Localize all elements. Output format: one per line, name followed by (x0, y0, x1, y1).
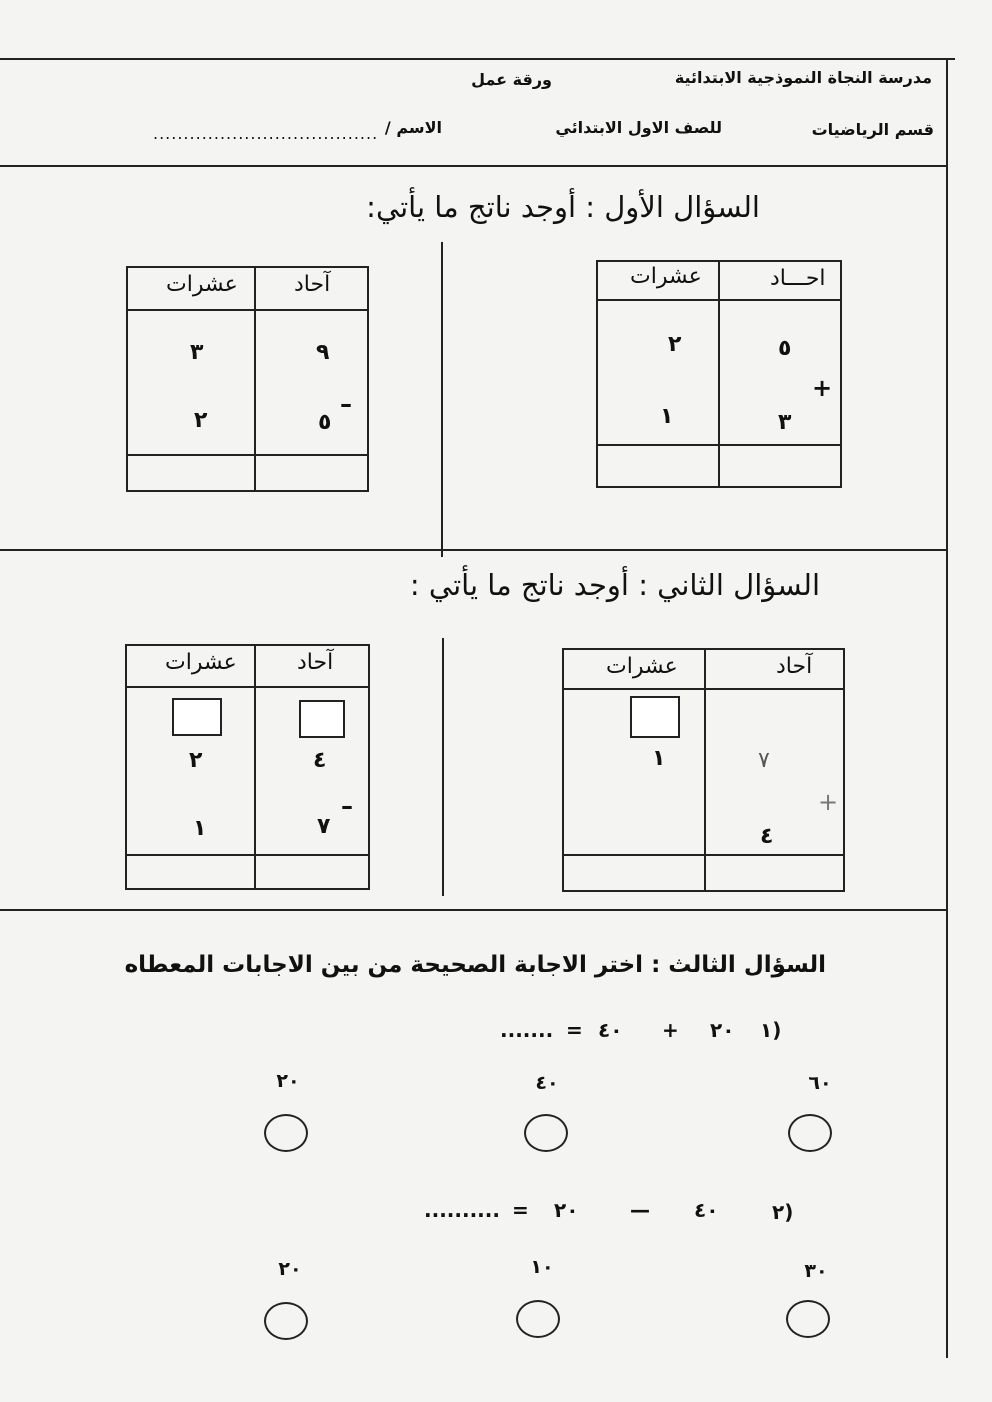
ones-answer-box[interactable] (299, 700, 345, 738)
q2-right-table (562, 648, 845, 892)
ones-bottom-digit: ٣ (778, 410, 792, 435)
q3-item2-choice-2-circle[interactable] (516, 1300, 560, 1338)
ones-bottom-digit: ٥ (318, 410, 332, 435)
q3-item2-a: ٤٠ (694, 1198, 719, 1222)
q1-title: السؤال الأول : أوجد ناتج ما يأتي: (366, 190, 760, 224)
ones-bottom-digit: ٧ (317, 814, 331, 839)
school-name: مدرسة النجاة النموذجية الابتدائية (674, 68, 932, 87)
tens-answer-box[interactable] (172, 698, 222, 736)
ones-header: آحاد (294, 272, 331, 297)
tens-header: عشرات (165, 650, 237, 675)
tens-header: عشرات (166, 272, 238, 297)
q3-item1-blank[interactable]: ....... (500, 1018, 554, 1042)
q1-right-table (596, 260, 842, 488)
ones-top-digit: ٩ (316, 340, 330, 365)
q2-divider (0, 909, 946, 911)
minus-operator: – (341, 792, 353, 820)
carry-box[interactable] (630, 696, 680, 738)
tens-bottom-digit: ١ (660, 404, 674, 429)
q1-divider (0, 549, 946, 551)
q3-item2-eq: = (512, 1198, 529, 1222)
tens-bottom-digit: ٢ (194, 408, 208, 433)
q3-item2-b: ٢٠ (554, 1198, 579, 1222)
q3-item2-option-3: ٢٠ (278, 1258, 302, 1280)
q3-item1-choice-3-circle[interactable] (264, 1114, 308, 1152)
department-label: قسم الرياضيات (811, 120, 934, 139)
top-border (0, 58, 955, 60)
q3-item1-number: ١) (760, 1018, 782, 1042)
ones-header: احـــاد (770, 266, 826, 291)
q3-item1-choice-1-circle[interactable] (788, 1114, 832, 1152)
tens-bottom-digit: ١ (193, 816, 207, 841)
tens-header: عشرات (630, 264, 702, 289)
q1-center-line (441, 242, 443, 557)
tens-header: عشرات (606, 654, 678, 679)
tens-top-digit: ٢ (668, 332, 682, 357)
q1-left-table (126, 266, 369, 492)
tens-top-digit: ١ (652, 746, 666, 771)
q3-item1-option-2: ٤٠ (535, 1072, 559, 1094)
q3-item1-choice-2-circle[interactable] (524, 1114, 568, 1152)
name-line[interactable]: ..................................... (153, 124, 379, 143)
plus-operator: + (818, 788, 839, 816)
minus-operator: – (340, 390, 352, 418)
header-divider (0, 165, 946, 167)
q3-item1-option-3: ٢٠ (276, 1070, 300, 1092)
ones-header: آحاد (776, 654, 813, 679)
q3-item1-eq: = (566, 1018, 583, 1042)
ones-header: آحاد (297, 650, 334, 675)
q2-left-table (125, 644, 370, 890)
ones-top-digit: ٤ (313, 748, 327, 773)
right-border (946, 58, 948, 1358)
ones-top-digit: ٧ (758, 748, 770, 773)
q3-item1-option-1: ٦٠ (808, 1072, 832, 1094)
q3-item2-option-2: ١٠ (530, 1256, 554, 1278)
plus-operator: + (812, 374, 833, 402)
grade-label: للصف الاول الابتدائي (555, 118, 722, 137)
worksheet-label: ورقة عمل (471, 70, 552, 89)
q3-item2-choice-1-circle[interactable] (786, 1300, 830, 1338)
q3-item2-op: — (630, 1198, 650, 1222)
q3-item1-op: + (662, 1018, 679, 1042)
q3-item2-option-1: ٣٠ (804, 1260, 828, 1282)
q3-title: السؤال الثالث : اختر الاجابة الصحيحة من بين الاجابات المعطاه (124, 952, 826, 978)
ones-top-digit: ٥ (778, 336, 792, 361)
q3-item2-number: ٢) (772, 1200, 794, 1224)
tens-top-digit: ٢ (189, 748, 203, 773)
q3-item2-choice-3-circle[interactable] (264, 1302, 308, 1340)
q3-item1-b: ٤٠ (598, 1018, 623, 1042)
tens-top-digit: ٣ (190, 340, 204, 365)
ones-bottom-digit: ٤ (760, 824, 774, 849)
q2-center-line (442, 638, 444, 896)
q3-item1-a: ٢٠ (710, 1018, 735, 1042)
name-label: الاسم / (384, 118, 442, 137)
q2-title: السؤال الثاني : أوجد ناتج ما يأتي : (409, 568, 820, 602)
q3-item2-blank[interactable]: .......... (424, 1198, 500, 1222)
